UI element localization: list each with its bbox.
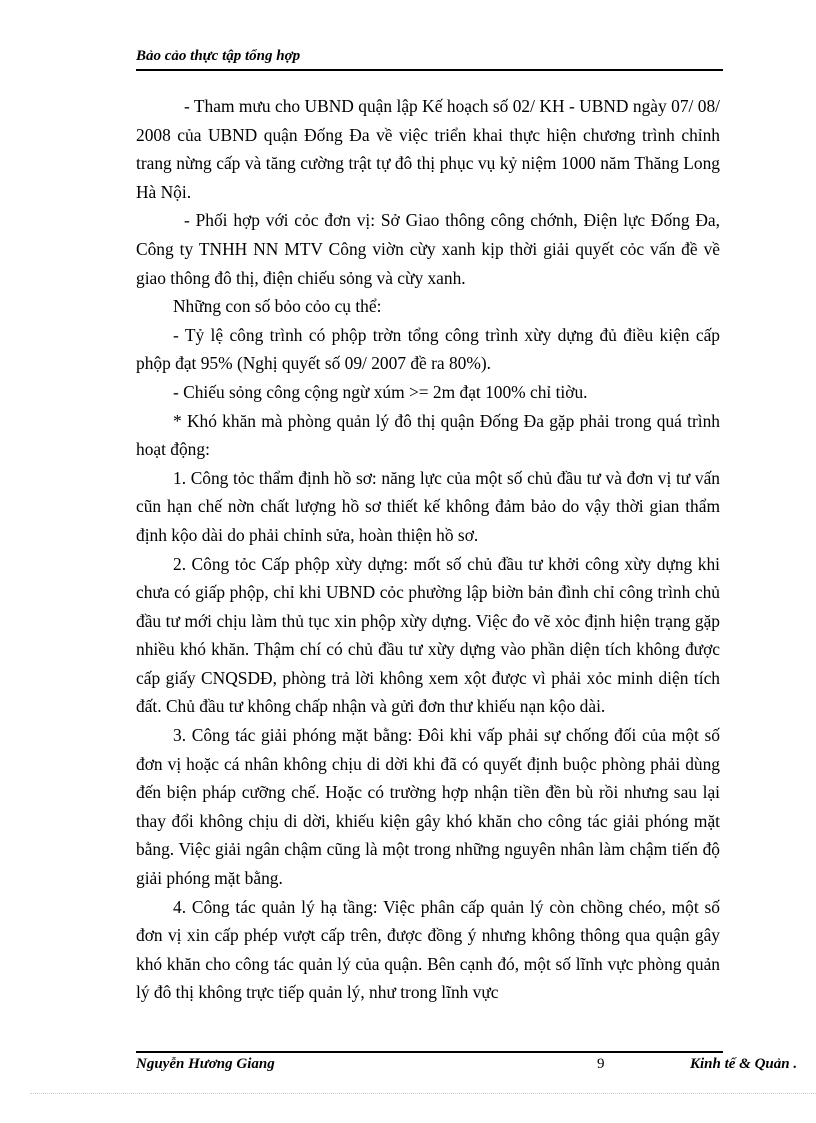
paragraph-coordinate-units: - Phối hợp với cỏc đơn vị: Sở Giao thông công chớnh, Điện lực Đống Đa, Công ty TNHH NN MTV Công viờn cừy xanh kịp thời giải quyết cỏc vấn đề về giao thông đô thị, điện chiếu sỏng và cừy xanh. — [136, 210, 720, 288]
page-bottom-edge — [30, 1093, 816, 1094]
footer-divider — [136, 1051, 723, 1053]
header-divider — [136, 69, 723, 71]
paragraph-permit-rate: - Tỷ lệ công trình có phộp trờn tổng công trình xừy dựng đủ điều kiện cấp phộp đạt 95% (Nghị quyết số 09/ 2007 đề ra 80%). — [136, 324, 720, 374]
document-body — [136, 92, 720, 1007]
footer-department: Kinh tế & Quản . — [690, 1056, 798, 1072]
paragraph-difficulty-4: 4. Công tác quản lý hạ tầng: Việc phân cấp quản lý còn chồng chéo, một số đơn vị xin cấp phép vượt cấp trên, được đồng ý nhưng không thông qua quận gây khó khăn cho công tác quản lý của quận. Bên cạnh đó, một số lĩnh vực phòng quản lý đô thị không trực tiếp quản lý, như trong lĩnh vực — [136, 896, 720, 1003]
page-header-title: Bảo cảo thực tập tổng hợp — [136, 48, 301, 64]
paragraph-advise-plan: - Tham mưu cho UBND quận lập Kế hoạch số 02/ KH - UBND ngày 07/ 08/ 2008 của UBND quận Đống Đa về việc triển khai thực hiện chương trình chỉnh trang nừng cấp và tăng cường trật tự đô thị phục vụ kỷ niệm 1000 năm Thăng Long Hà Nội. — [136, 96, 720, 202]
paragraph-difficulty-1: 1. Công tỏc thẩm định hồ sơ: năng lực của một số chủ đầu tư và đơn vị tư vấn cũn hạn chế nờn chất lượng hồ sơ thiết kế không đảm bảo do vậy thời gian thẩm định kộo dài do phải chỉnh sửa, hoàn thiện hồ sơ. — [136, 467, 720, 545]
footer-author: Nguyễn Hương Giang — [136, 1056, 275, 1072]
paragraph-lighting-rate: - Chiếu sỏng công cộng ngừ xúm >= 2m đạt 100% chỉ tiờu. — [173, 381, 588, 402]
paragraph-difficulties-heading: * Khó khăn mà phòng quản lý đô thị quận Đống Đa gặp phải trong quá trình hoạt động: — [136, 410, 720, 460]
paragraph-difficulty-3: 3. Công tác giải phóng mặt bằng: Đôi khi vấp phải sự chống đối của một số đơn vị hoặc cá nhân không chịu di dời khi đã có quyết định buộc phòng phải dùng đến biện pháp cưỡng chế. Hoặc có trường hợp nhận tiền đền bù rồi nhưng sau lại thay đổi không chịu di dời, khiếu kiện gây khó khăn cho công tác giải phóng mặt bằng. Việc giải ngân chậm cũng là một trong những nguyên nhân làm chậm tiến độ giải phóng mặt bằng. — [136, 725, 720, 889]
page-number: 9 — [597, 1056, 605, 1072]
paragraph-report-figures: Những con số bỏo cỏo cụ thể: — [173, 296, 382, 317]
paragraph-difficulty-2: 2. Công tỏc Cấp phộp xừy dựng: mốt số chủ đầu tư khởi công xừy dựng khi chưa có giấp phộp, chỉ khi UBND cỏc phường lập biờn bản đình chỉ công trình chủ đầu tư mới chịu làm thủ tục xin phộp xừy dựng. Việc đo vẽ xỏc định hiện trạng gặp nhiều khó khăn. Thậm chí có chủ đầu tư xừy dựng vào phần diện tích không được cấp giấy CNQSDĐ, phòng trả lời không xem xột được vì phải xỏc minh diện tích đất. Chủ đầu tư không chấp nhận và gửi đơn thư khiếu nạn kộo dài. — [136, 553, 720, 717]
